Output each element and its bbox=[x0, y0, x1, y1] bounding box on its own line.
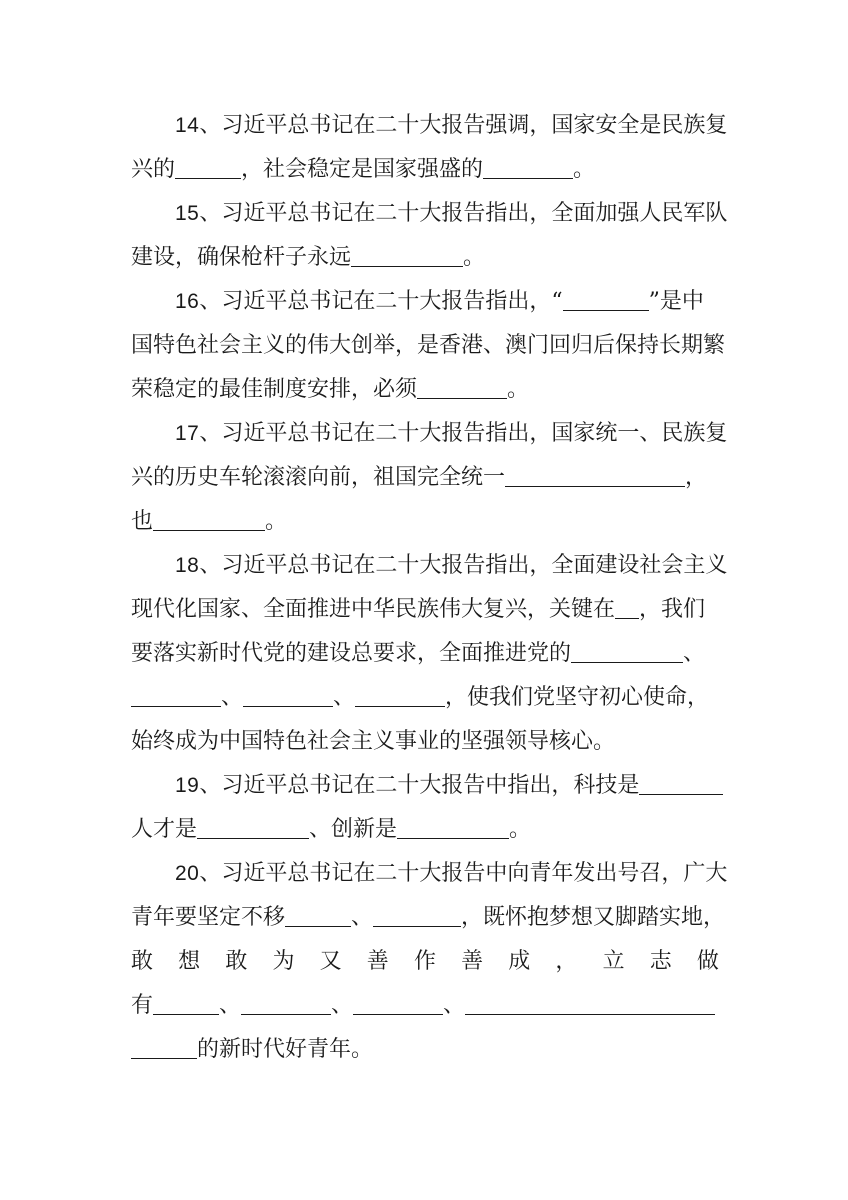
question-19-line-2: 人才是 、创新是 。 bbox=[131, 817, 532, 842]
fill-blank[interactable] bbox=[373, 904, 461, 927]
fill-blank[interactable] bbox=[175, 156, 241, 179]
fill-blank[interactable] bbox=[563, 288, 649, 311]
question-number: 15 bbox=[175, 202, 200, 225]
fill-blank[interactable] bbox=[417, 376, 507, 399]
question-20-line-4: 有 、 、 、 bbox=[131, 984, 719, 1028]
fill-blank[interactable] bbox=[353, 992, 443, 1015]
fill-blank[interactable] bbox=[241, 992, 331, 1015]
question-number: 18 bbox=[175, 554, 200, 577]
fill-blank[interactable] bbox=[131, 1036, 197, 1059]
question-16-line-1: 16、习近平总书记在二十大报告指出，“ ”是中 bbox=[175, 289, 704, 314]
question-15-line-1: 15、习近平总书记在二十大报告指出，全面加强人民军队 bbox=[175, 201, 728, 226]
fill-blank[interactable] bbox=[285, 904, 351, 927]
question-16-line-3: 荣稳定的最佳制度安排，必须 。 bbox=[131, 377, 530, 402]
fill-blank[interactable] bbox=[153, 508, 265, 531]
question-20-line-2: 青年要坚定不移 、 ，既怀抱梦想又脚踏实地， bbox=[131, 905, 726, 930]
question-20-line-5: 的新时代好青年。 bbox=[131, 1028, 719, 1072]
question-17-line-3: 也 。 bbox=[131, 509, 288, 534]
question-18-line-2: 现代化国家、全面推进中华民族伟大复兴，关键在 ，我们 bbox=[131, 597, 706, 622]
question-18-line-4: 、 、 ，使我们党坚守初心使命， bbox=[131, 676, 719, 720]
question-18-line-3: 要落实新时代党的建设总要求，全面推进党的 、 bbox=[131, 641, 706, 666]
question-17-line-1: 17、习近平总书记在二十大报告指出，国家统一、民族复 bbox=[175, 421, 728, 446]
document-page bbox=[131, 104, 728, 1072]
question-18-line-1: 18、习近平总书记在二十大报告指出，全面建设社会主义 bbox=[175, 553, 728, 578]
question-20-line-3: 敢 想 敢 为 又 善 作 善 成 ， 立 志 做 bbox=[131, 949, 719, 974]
question-number: 16 bbox=[175, 290, 200, 313]
question-19-line-1: 19、习近平总书记在二十大报告中指出，科技是 bbox=[131, 764, 719, 808]
fill-blank[interactable] bbox=[153, 992, 219, 1015]
question-number: 19 bbox=[175, 774, 200, 797]
question-20-line-1: 20、习近平总书记在二十大报告中向青年发出号召，广大 bbox=[175, 861, 728, 886]
fill-blank[interactable] bbox=[351, 244, 463, 267]
fill-blank[interactable] bbox=[615, 596, 639, 619]
question-number: 20 bbox=[175, 862, 200, 885]
question-14-line-2: 兴的 ，社会稳定是国家强盛的 。 bbox=[131, 157, 596, 182]
fill-blank[interactable] bbox=[243, 684, 333, 707]
fill-blank[interactable] bbox=[355, 684, 445, 707]
question-number: 14 bbox=[175, 114, 200, 137]
fill-blank[interactable] bbox=[505, 464, 685, 487]
fill-blank[interactable] bbox=[483, 156, 573, 179]
fill-blank[interactable] bbox=[197, 816, 309, 839]
question-16-line-2: 国特色社会主义的伟大创举，是香港、澳门回归后保持长期繁 bbox=[131, 333, 726, 358]
question-14-line-1: 14、习近平总书记在二十大报告强调，国家安全是民族复 bbox=[175, 113, 728, 138]
fill-blank[interactable] bbox=[131, 684, 221, 707]
fill-blank[interactable] bbox=[465, 992, 715, 1015]
fill-blank[interactable] bbox=[639, 772, 723, 795]
question-18-line-5: 始终成为中国特色社会主义事业的坚强领导核心。 bbox=[131, 729, 616, 754]
question-17-line-2: 兴的历史车轮滚滚向前，祖国完全统一 ， bbox=[131, 465, 708, 490]
question-15-line-2: 建设，确保枪杆子永远 。 bbox=[131, 245, 486, 270]
question-number: 17 bbox=[175, 422, 200, 445]
fill-blank[interactable] bbox=[397, 816, 509, 839]
fill-blank[interactable] bbox=[571, 640, 683, 663]
